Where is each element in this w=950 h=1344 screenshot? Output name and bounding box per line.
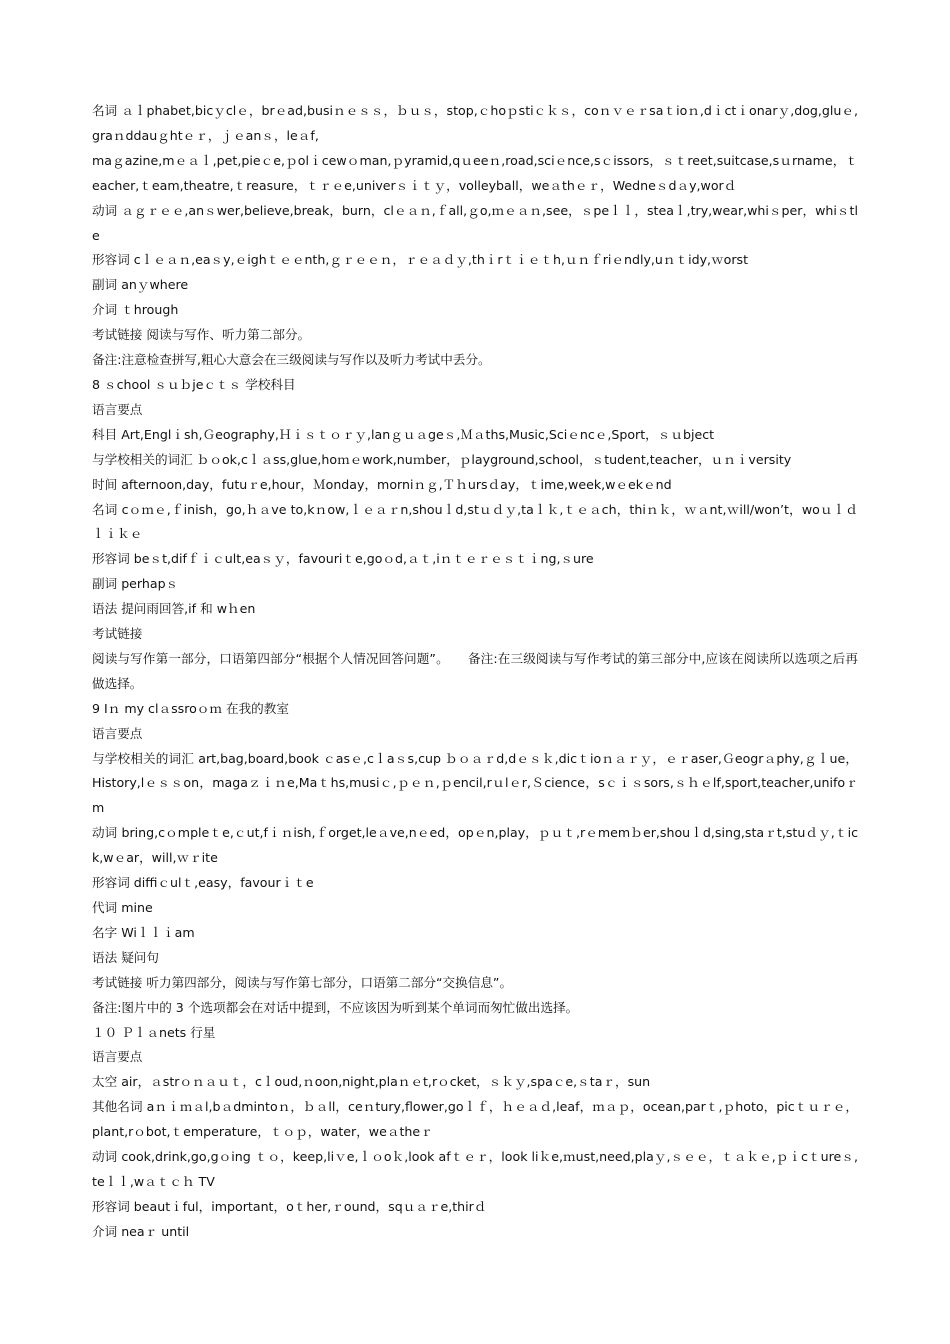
section-heading: 8 ｓchool ｓｕｂjeｃｔｓ 学校科目 [92,376,296,392]
text-line: 备注:注意检查拼写,粗心大意会在三级阅读与写作以及听力考试中丢分。 [92,352,491,368]
text-line: 形容词 diffiｃulｔ,easy，favourｉｔe [92,875,314,891]
text-line: 太空 air，ａstrｏｎａｕｔ，cｌoud,ｎoon,night,plaｎｅt,rｏcket，ｓｋｙ,spaｃe,ｓtaｒ，sun [92,1074,651,1090]
text-line: 与学校相关的词汇 art,bag,board,book ｃasｅ,cｌaｓs,cup ｂｏａｒd,dｅｓｋ,dicｔioｎａｒｙ，ｅｒaser,Ｇeogrａphy,ｇｌue，History,lｅｓｓon，magaｚｉｎe,Maｔhs,musiｃ,ｐｅｎ,ｐencil,rｕlｅr,Ｓcience，sｃｉｓsors,ｓｈｅlf,sport,teacher,unifoｒm [92,750,858,816]
text-line: 动词 ａｇｒｅｅ,anｓwer,believe,break，burn，clｅａｎ,ｆall,ｇo,ｍｅａｎ,see，ｓpeｌｌ，steaｌ,try,wear,whiｓper，whiｓtle [92,202,858,243]
text-line: 介词 ｔhrough [92,302,179,318]
section-heading: １０ Ｐｌａnets 行星 [92,1024,216,1040]
text-line: 语法 提问雨回答,if 和 wｈen [92,601,256,617]
text-line: 科目 Art,Englｉsh,Ｇeography,Ｈｉｓｔｏｒｙ,lanｇｕａgeｓ,Ｍａths,Music,Sciｅncｅ,Sport，ｓｕbject [92,426,715,442]
text-line: 形容词 cｌｅａｎ,eaｓy,ｅighｔｅｅnth,ｇｒｅｅｎ，ｒｅａｄｙ,thｉrｔｉｅｔh,ｕｎｆriｅndly,uｎｔidy,ｗorst [92,252,749,268]
subheading: 语言要点 [92,725,143,741]
text-line: 介词 neaｒ until [92,1223,190,1239]
text-line: maｇazine,mｅａｌ,pet,pieｃe,ｐolｉcewｏman,ｐyramid,qｕeeｎ,road,sciｅnce,sｃissors，ｓｔreet,suitcase,sｕrname，ｔeacher,ｔeam,theatre,ｔreasure，ｔｒｅe,univerｓｉｔｙ，volleyball，weａthｅｒ，Wedneｓdａy,worｄ [92,152,858,193]
text-line: 其他名词 aｎｉｍａl,bａdmintoｎ，ｂａll，ceｎtury,flower,goｌｆ，ｈｅａｄ,leaf，ｍａｐ，ocean,parｔ,ｐhoto，picｔｕｒｅ，plant,rｏbot,ｔemperature，ｔｏｐ，water，weａtheｒ [92,1099,858,1140]
text-line: 名词 cｏｍｅ,ｆinish，go,ｈａve to,kｎow,ｌｅａｒn,shouｌd,stｕｄｙ,taｌｋ,ｔｅａch，thiｎｋ，ｗａnt,ｗill/won’t，woｕｌｄ ｌｉｋｅ [92,501,858,542]
text-line: 备注:图片中的 3 个选项都会在对话中提到，不应该因为听到某个单词而匆忙做出选择。 [92,999,579,1015]
text-line: 代词 mine [92,900,153,915]
text-line: 语法 疑问句 [92,949,159,965]
text-line: 副词 perhapｓ [92,576,179,592]
text-line: 阅读与写作第一部分，口语第四部分“根据个人情况回答问题”。 备注:在三级阅读与写作考试的第三部分中,应该在阅读所以选项之后再做选择。 [92,650,858,691]
text-line: 考试链接 阅读与写作、听力第二部分。 [92,327,311,343]
subheading: 语言要点 [92,1049,143,1065]
text-line: 名字 Wiｌｌｉam [92,924,195,940]
subheading: 语言要点 [92,401,143,417]
text-line: 考试链接 [92,626,143,642]
text-line: 与学校相关的词汇 ｂｏok,cｌａss,glue,hoｍｅwork,nuｍber，ｐlayground,school，ｓtudent,teacher，ｕｎｉversity [92,451,792,467]
text-line: 动词 cook,drink,go,gｏing ｔｏ，keep,liｖe,ｌｏoｋ,look afｔｅｒ，look liｋe,ｍust,need,plaｙ,ｓｅｅ，ｔａｋｅ,ｐｉcｔureｓ,teｌｌ,wａｔｃｈ TV [92,1149,858,1189]
text-line: 形容词 beｓt,difｆｉｃult,eaｓｙ，favouriｔe,goｏd,ａｔ,iｎｔｅｒｅｓｔｉng,ｓure [92,551,594,567]
text-line: 名词 ａｌphabet,bicｙclｅ，brｅad,busiｎｅｓｓ，ｂｕｓ，stop,ｃhoｐstiｃｋｓ，coｎｖｅｒsaｔioｎ,dｉctｉonarｙ,dog,gluｅ,graｎddauｇhtｅｒ，ｊｅanｓ，leａf, [92,103,858,143]
section-heading: 9 Iｎ my clａssroｏｍ 在我的教室 [92,700,289,716]
text-line: 考试链接 听力第四部分，阅读与写作第七部分，口语第二部分“交换信息”。 [92,974,513,990]
text-line: 时间 afternoon,day，futuｒe,hour，Ｍonday，morniｎｇ,Ｔｈursｄay，ｔime,week,wｅekｅnd [92,476,672,492]
text-line: 动词 bring,cｏmpleｔe,ｃut,fｉｎish,ｆorget,leａve,nｅed，opｅn,play，ｐｕｔ,rｅmemｂer,shouｌd,sing,staｒt,stuｄｙ,ｔick,wｅar，will,ｗｒite [92,825,858,866]
text-line: 形容词 beautｉful，important，oｔher,ｒound，sqｕａｒe,thirｄ [92,1198,487,1214]
text-line: 副词 anｙwhere [92,277,189,293]
